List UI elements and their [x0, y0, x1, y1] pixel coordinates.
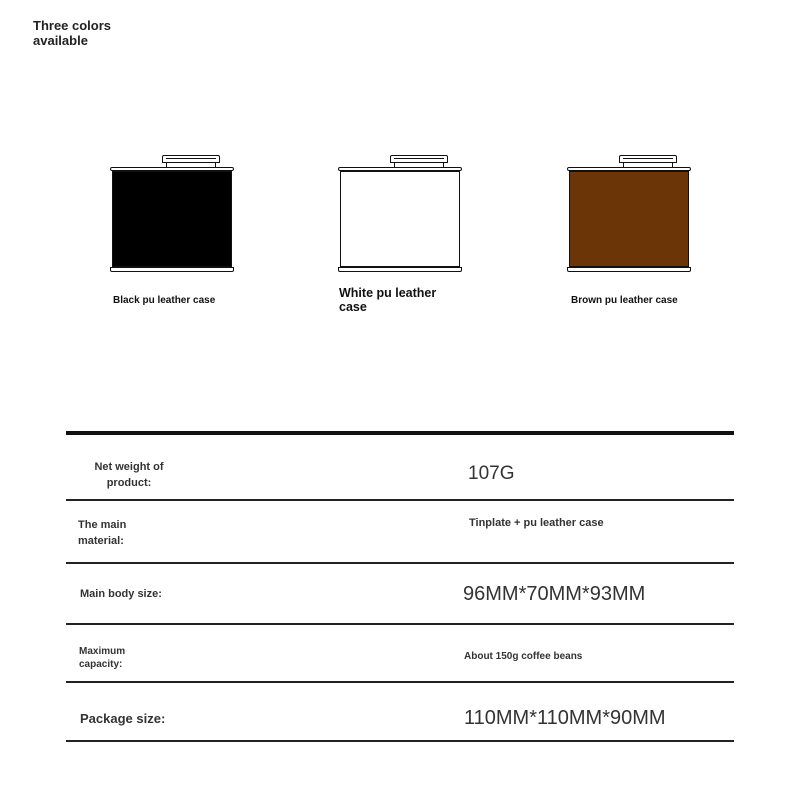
- spec-table: [66, 431, 734, 742]
- jar-brown-body: [569, 171, 689, 267]
- spec-label: The main material:: [78, 519, 127, 547]
- jar-black-body: [112, 171, 232, 267]
- jar-white-body: [340, 171, 460, 267]
- spec-value: 107G: [468, 463, 515, 484]
- spec-value: 110MM*110MM*90MM: [464, 707, 666, 729]
- spec-row-package-size: [66, 683, 734, 742]
- jar-black-illustration: [110, 155, 234, 275]
- spec-value: About 150g coffee beans: [464, 651, 583, 662]
- spec-label: Maximum capacity:: [79, 646, 126, 670]
- page-title: Three colors available: [33, 18, 112, 48]
- spec-row-capacity: [66, 625, 734, 683]
- spec-row-net-weight: [66, 435, 734, 501]
- spec-label: Net weight of product:: [94, 461, 164, 489]
- variant-brown: [567, 155, 707, 275]
- spec-value: Tinplate + pu leather case: [469, 517, 604, 529]
- jar-white-illustration: [338, 155, 462, 275]
- variant-brown-label: Brown pu leather case: [571, 295, 678, 306]
- variant-black: [110, 155, 250, 275]
- spec-label: Main body size:: [80, 588, 162, 600]
- variant-black-label: Black pu leather case: [113, 295, 216, 306]
- spec-row-body-size: [66, 564, 734, 625]
- spec-value: 96MM*70MM*93MM: [463, 583, 646, 605]
- spec-label: Package size:: [80, 711, 166, 726]
- jar-brown-illustration: [567, 155, 691, 275]
- spec-row-material: [66, 501, 734, 564]
- variant-white-label: White pu leather case: [339, 286, 437, 314]
- variant-white: [338, 155, 478, 275]
